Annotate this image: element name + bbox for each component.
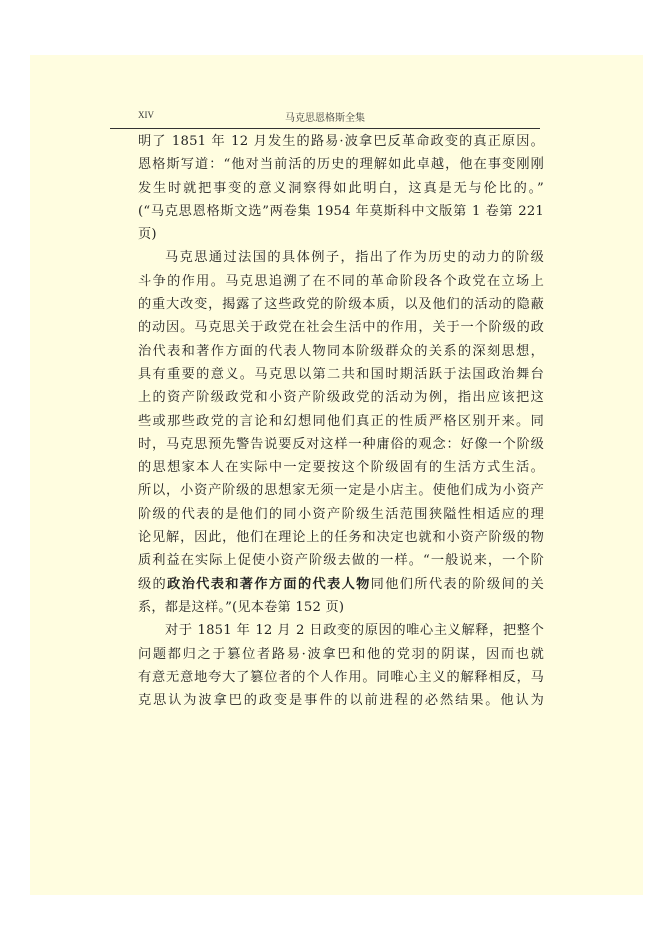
- text-line: 治代表和著作方面的代表人物同本阶级群众的关系的深刻思想，: [138, 343, 544, 359]
- text-line: 上的资产阶级政党和小资产阶级政党的活动为例，指出应该把这: [138, 390, 544, 406]
- page-number: XIV: [138, 110, 154, 120]
- text-line: 克思认为波拿巴的政变是事件的以前进程的必然结果。他认为: [138, 693, 544, 709]
- text-line: 页): [138, 227, 157, 243]
- text-line: 明了 1851 年 12 月发生的路易·波拿巴反革命政变的真正原因。: [138, 134, 544, 149]
- text-line: 有意无意地夸大了篡位者的个人作用。同唯心主义的解释相反，马: [138, 669, 544, 685]
- line-text-before: 级的: [138, 576, 168, 592]
- text-line: 论见解，因此，他们在理论上的任务和决定也就和小资产阶级的物: [138, 530, 544, 546]
- body-text: [138, 130, 544, 712]
- text-line: 些或那些政党的言论和幻想同他们真正的性质严格区别开来。同: [138, 413, 544, 429]
- text-line: 时，马克思预先警告说要反对这样一种庸俗的观念：好像一个阶级: [138, 436, 544, 452]
- text-line: 系，都是这样。”(见本卷第 152 页): [138, 599, 345, 615]
- text-line: 马克思通过法国的具体例子，指出了作为历史的动力的阶级: [165, 250, 544, 266]
- bold-phrase: 政治代表和著作方面的代表人物: [167, 576, 371, 592]
- text-line: [138, 573, 544, 596]
- page-header: [110, 108, 540, 129]
- text-line: 的动因。马克思关于政党在社会生活中的作用，关于一个阶级的政: [138, 320, 544, 336]
- text-line: 具有重要的意义。马克思以第二共和国时期活跃于法国政治舞台: [138, 366, 544, 382]
- line-text-after: 同他们所代表的阶级间的关: [370, 576, 544, 592]
- text-line: 阶级的代表的是他们的同小资产阶级生活范围狭隘性相适应的理: [138, 506, 544, 522]
- text-line: 发生时就把事变的意义洞察得如此明白，这真是无与伦比的。”: [138, 180, 544, 196]
- text-line: 的思想家本人在实际中一定要按这个阶级固有的生活方式生活。: [138, 460, 544, 476]
- text-line: 问题都归之于篡位者路易·波拿巴和他的党羽的阴谋，因而也就: [138, 646, 544, 662]
- text-line: 质利益在实际上促使小资产阶级去做的一样。“一般说来，一个阶: [138, 553, 544, 569]
- running-title: 马克思恩格斯全集: [285, 113, 365, 124]
- text-line: 的重大改变，揭露了这些政党的阶级本质，以及他们的活动的隐蔽: [138, 297, 544, 313]
- text-line: 恩格斯写道：“他对当前活的历史的理解如此卓越，他在事变刚刚: [138, 157, 544, 173]
- text-line: (“马克思恩格斯文选”两卷集 1954 年莫斯科中文版第 1 卷第 221: [138, 203, 544, 219]
- text-line: 对于 1851 年 12 月 2 日政变的原因的唯心主义解释，把整个: [165, 623, 544, 639]
- text-line: 斗争的作用。马克思追溯了在不同的革命阶段各个政党在立场上: [138, 273, 544, 289]
- text-line: 所以，小资产阶级的思想家无须一定是小店主。使他们成为小资产: [138, 483, 544, 499]
